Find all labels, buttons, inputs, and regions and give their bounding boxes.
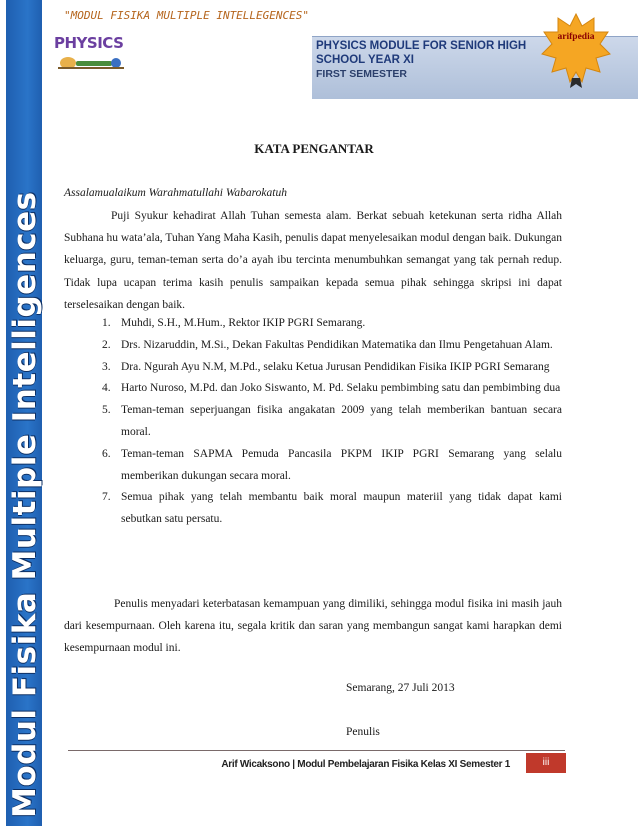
list-text: Teman-teman SAPMA Pemuda Pancasila PKPM IKIP PGRI Semarang yang selalu memberikan dukungan secara moral.: [121, 447, 562, 482]
list-text: Harto Nuroso, M.Pd. dan Joko Siswanto, M. Pd. Selaku pembimbing satu dan pembimbing dua: [121, 382, 561, 395]
list-text: Semua pihak yang telah membantu baik moral maupun materiil yang tidak dapat kami sebutkan satu persatu.: [121, 491, 562, 526]
arifpedia-badge: [540, 12, 612, 88]
sidebar-banner: [0, 0, 44, 826]
place-date: Semarang, 27 Juli 2013: [346, 682, 455, 694]
list-number: 1.: [102, 317, 111, 329]
signature: Penulis: [346, 726, 380, 738]
list-item: [64, 400, 562, 444]
list-item: [64, 487, 562, 531]
page-number: iii: [526, 753, 566, 773]
logo-text: PHYSICS: [54, 34, 124, 52]
intro-paragraph: Puji Syukur kehadirat Allah Tuhan semesta alam. Berkat sebuah ketekunan serta ridha Allah Subhana hu wata’ala, Tuhan Yang Maha Kasih, penulis dapat menyelesaikan modul dengan baik. Dukungan keluarga, guru, teman-teman serta do’a ayah ibu tercinta menumbuhkan semangat yang tak pernah redup. Tidak lupa ucapan terima kasih penulis sampaikan kepada semua pihak sehingga skripsi ini dapat terselesaikan dengan baik.: [64, 210, 562, 311]
header-line-1: PHYSICS MODULE FOR SENIOR HIGH: [316, 40, 527, 52]
list-number: 6.: [102, 447, 111, 460]
header-line-2: SCHOOL YEAR XI: [316, 54, 414, 66]
list-text: Teman-teman seperjuangan fisika angakatan 2009 yang telah memberikan bantuan secara moral.: [121, 404, 562, 438]
header-line-3: FIRST SEMESTER: [316, 68, 408, 80]
list-item: [64, 378, 562, 400]
list-text: Drs. Nizaruddin, M.Si., Dekan Fakultas Pendidikan Matematika dan Ilmu Pengetahuan Alam.: [121, 338, 553, 351]
list-item: [64, 313, 562, 335]
acknowledgement-list: [64, 313, 562, 531]
list-item: [64, 335, 562, 357]
list-text: Muhdi, S.H., M.Hum., Rektor IKIP PGRI Semarang.: [121, 317, 366, 329]
list-item: [64, 444, 562, 488]
page-title: KATA PENGANTAR: [254, 141, 374, 156]
starburst-icon: [540, 12, 612, 88]
closing-paragraph: Penulis menyadari keterbatasan kemampuan yang dimiliki, sehingga modul fisika ini masih jauh dari kesempurnaan. Oleh karena itu, segala kritik dan saran yang membangun sangat kami harapkan demi kesempurnaan modul ini.: [64, 598, 562, 655]
greeting: Assalamualaikum Warahmatullahi Wabarokatuh: [64, 187, 287, 199]
list-number: 7.: [102, 491, 111, 504]
sidebar-title: Modul Fisika Multiple Intelligences: [7, 191, 43, 818]
footer-text: Arif Wicaksono | Modul Pembelajaran Fisika Kelas XI Semester 1: [221, 759, 510, 770]
list-item: [64, 357, 562, 379]
list-number: 3.: [102, 360, 111, 373]
header-quote: "MODUL FISIKA MULTIPLE INTELLEGENCES": [64, 9, 310, 22]
list-number: 5.: [102, 404, 111, 417]
physics-logo: [52, 30, 132, 72]
badge-label: arifpedia: [557, 32, 595, 42]
list-number: 2.: [102, 338, 111, 351]
logo-figure-icon: [56, 54, 126, 70]
list-number: 4.: [102, 382, 111, 395]
list-text: Dra. Ngurah Ayu N.M, M.Pd., selaku Ketua Jurusan Pendidikan Fisika IKIP PGRI Semarang: [121, 360, 550, 373]
footer-rule: [68, 750, 565, 751]
